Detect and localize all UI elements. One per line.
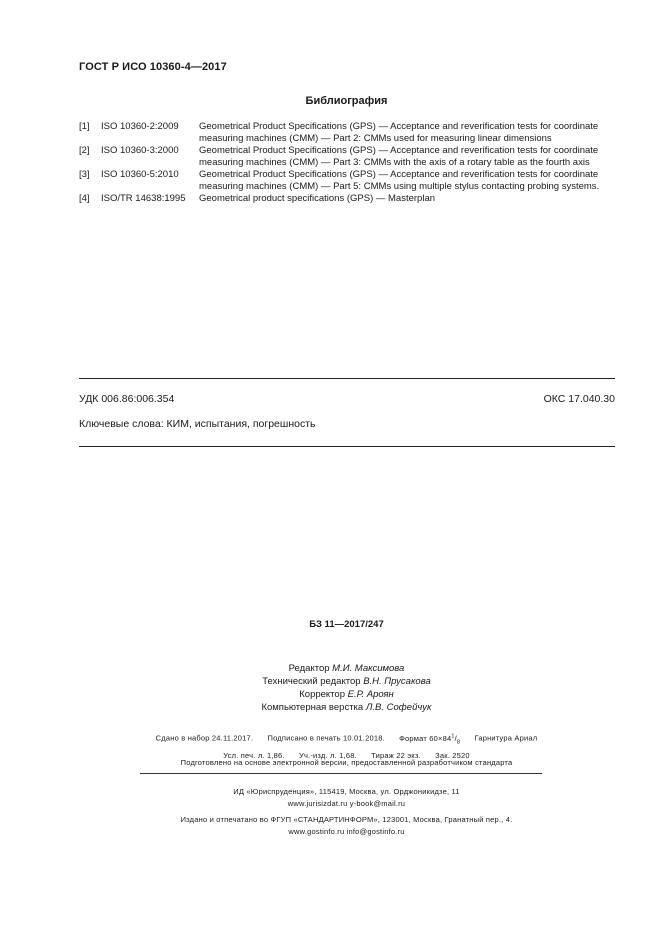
credit-role: Корректор (299, 689, 345, 700)
bibliography-title (0, 95, 661, 107)
publisher-block (0, 786, 661, 810)
bibliography-list (79, 121, 619, 205)
credit-role: Редактор (288, 663, 330, 674)
publisher-address: ИД «Юриспруденция», 115419, Москва, ул. Орджоникидзе, 11 (233, 787, 460, 796)
bibliography-entry-number: [2] (79, 145, 90, 156)
bibliography-entry-title: Geometrical product specifications (GPS) — Masterplan (199, 193, 436, 204)
printer-contacts: www.gostinfo.ru info@gostinfo.ru (288, 827, 405, 836)
bibliography-entry-title: Geometrical Product Specifications (GPS) — Acceptance and reverification tests for coordinate measuring machines (CMM) — Part 3: CMMs with the axis of a rotary table as the fourth axis (199, 145, 599, 168)
paper-format-denominator: 8 (456, 739, 461, 745)
keywords-line: Ключевые слова: КИМ, испытания, погрешность (79, 418, 316, 430)
credit-editor (16, 662, 661, 675)
bibliography-entry-code: ISO 10360-2:2009 (101, 121, 179, 132)
source-note-text: Подготовлено на основе электронной версии, предоставленной разработчиком стандарта (180, 758, 513, 767)
bibliography-entry-code: ISO/TR 14638:1995 (101, 193, 186, 204)
bibliography-entry-number: [1] (79, 121, 90, 132)
source-note (0, 758, 661, 767)
print-run: Тираж 22 экз. (371, 751, 421, 760)
print-sheets: Усл. печ. л. 1,86. (223, 751, 285, 760)
typeset-date: Сдано в набор 24.11.2017. (155, 733, 254, 743)
bz-number-text: БЗ 11—2017/247 (309, 619, 384, 630)
bibliography-title-text: Библиография (305, 95, 388, 107)
imprint-divider (140, 773, 542, 774)
document-code-header: ГОСТ Р ИСО 10360-4—2017 (79, 61, 227, 73)
top-divider (79, 378, 615, 379)
bibliography-entry-code: ISO 10360-3:2000 (101, 145, 179, 156)
credits-block (0, 662, 661, 714)
bibliography-entry-number: [3] (79, 169, 90, 180)
credit-name: Е.Р. Ароян (347, 689, 394, 700)
bibliography-entry (79, 193, 619, 205)
bibliography-entry-title: Geometrical Product Specifications (GPS) — Acceptance and reverification tests for coordinate measuring machines (CMM) — Part 2: CMMs used for measuring linear dimensions (199, 121, 599, 144)
udk-code: УДК 006.86:006.354 (79, 393, 175, 405)
publishing-sheets: Уч.-изд. л. 1,68. (298, 751, 357, 760)
print-info-row-1 (16, 729, 661, 749)
credit-name: Л.В. Софейчук (365, 702, 432, 713)
bibliography-entry (79, 145, 619, 169)
credit-name: В.Н. Прусакова (363, 676, 431, 687)
bibliography-entry-code: ISO 10360-5:2010 (101, 169, 179, 180)
printer-address: Издано и отпечатано во ФГУП «СТАНДАРТИНФОРМ», 123001, Москва, Гранатный пер., 4. (180, 815, 513, 824)
signed-date: Подписано в печать 10.01.2018. (267, 733, 385, 743)
credit-role: Компьютерная верстка (261, 702, 364, 713)
paper-format: Формат $60\times 84^1/_8$ (399, 733, 461, 745)
bibliography-entry-number: [4] (79, 193, 90, 204)
credit-corrector (16, 688, 661, 701)
bz-number (0, 619, 661, 630)
bibliography-entry (79, 169, 619, 193)
oks-code: ОКС 17.040.30 (543, 393, 615, 405)
credit-layout (16, 701, 661, 714)
typeface: Гарнитура Ариал (474, 733, 538, 743)
printer-block (0, 814, 661, 838)
bibliography-entry (79, 121, 619, 145)
bibliography-entry-title: Geometrical Product Specifications (GPS) — Acceptance and reverification tests for coordinate measuring machines (CMM) — Part 5: CMMs using multiple stylus contacting probing systems. (199, 169, 600, 192)
bottom-divider (79, 446, 615, 447)
paper-format-prefix: Формат 60×84 (399, 733, 452, 743)
publisher-contacts: www.jurisizdat.ru y-book@mail.ru (287, 799, 406, 808)
paper-format-numerator: 1 (451, 733, 455, 739)
credit-name: М.И. Максимова (332, 663, 405, 674)
credit-tech-editor (16, 675, 661, 688)
order-number: Зак. 2520 (435, 751, 470, 760)
credit-role: Технический редактор (262, 676, 361, 687)
